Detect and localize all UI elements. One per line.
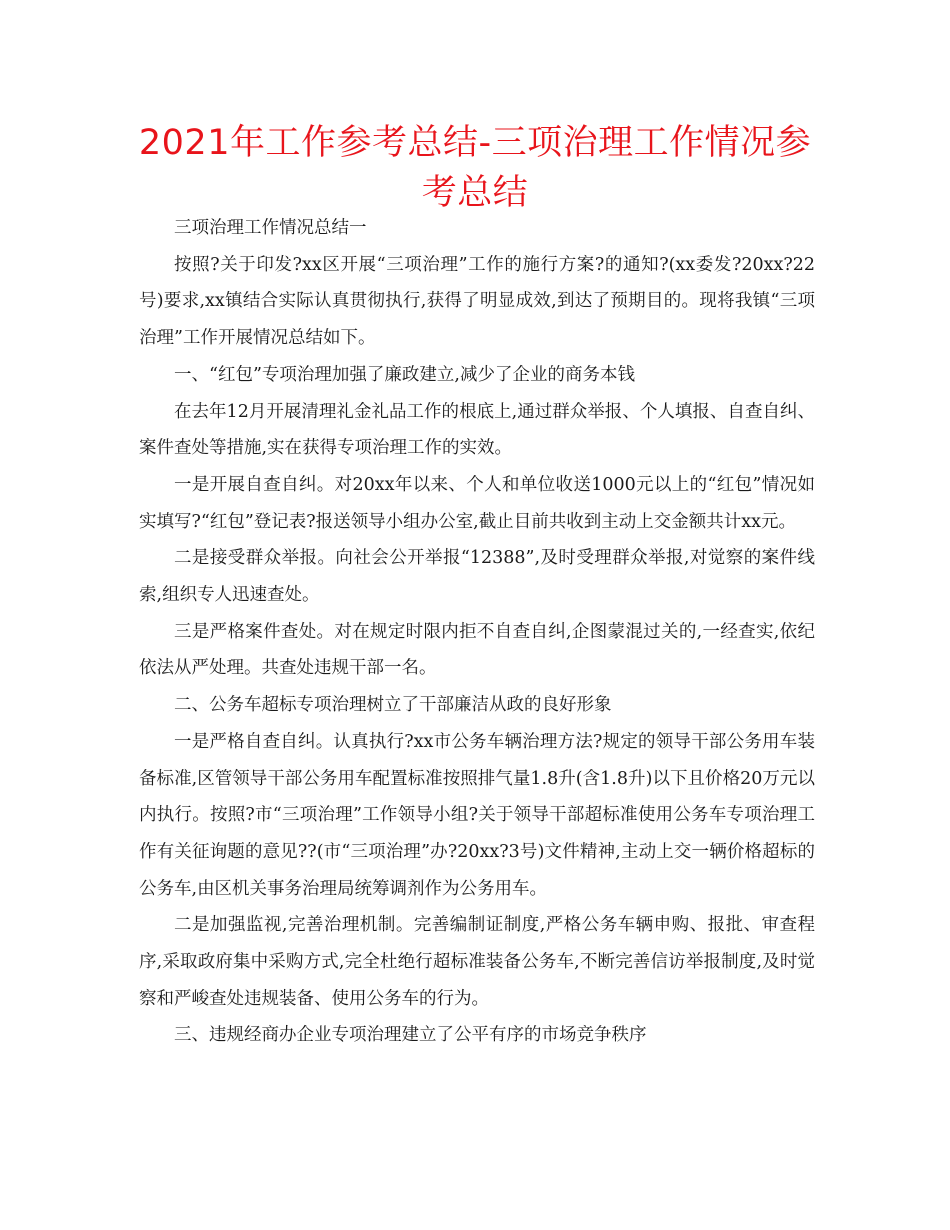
document-body [139,210,815,1054]
document-title: 2021年工作参考总结-三项治理工作情况参考总结 [138,123,812,213]
paragraph: 一是严格自查自纠。认真执行?xx市公务车辆治理方法?规定的领导干部公务用车装备标准,区管领导干部公务用车配置标准按照排气量1.8升(含1.8升)以下且价格20万元以内执行。按照?市“三项治理”工作领导小组?关于领导干部超标准使用公务车专项治理工作有关征询题的意见??(市“三项治理”办?20xx?3号)文件精神,主动上交一辆价格超标的公务车,由区机关事务治理局统筹调剂作为公务用车。 [139,731,815,899]
paragraph: 三项治理工作情况总结一 [174,218,367,238]
paragraph: 二是接受群众举报。向社会公开举报“12388”,及时受理群众举报,对觉察的案件线索,组织专人迅速查处。 [139,548,815,606]
section-heading: 一、“红包”专项治理加强了廉政建立,减少了企业的商务本钱 [174,364,635,385]
paragraph: 二是加强监视,完善治理机制。完善编制证制度,严格公务车辆申购、报批、审查程序,采取政府集中采购方式,完全杜绝行超标准装备公务车,不断完善信访举报制度,及时觉察和严峻查处违规装备、使用公务车的行为。 [139,915,815,1009]
section-heading: 二、公务车超标专项治理树立了干部廉洁从政的良好形象 [174,695,612,716]
paragraph: 一是开展自查自纠。对20xx年以来、个人和单位收送1000元以上的“红包”情况如实填写?“红包”登记表?报送领导小组办公室,截止目前共收到主动上交金额共计xx元。 [139,474,815,532]
paragraph: 在去年12月开展清理礼金礼品工作的根底上,通过群众举报、个人填报、自查自纠、案件查处等措施,实在获得专项治理工作的实效。 [139,401,815,459]
paragraph: 按照?关于印发?xx区开展“三项治理”工作的施行方案?的通知?(xx委发?20xx?22号)要求,xx镇结合实际认真贯彻执行,获得了明显成效,到达了预期目的。现将我镇“三项治理”工作开展情况总结如下。 [139,254,815,349]
section-heading: 三、违规经商办企业专项治理建立了公平有序的市场竞争秩序 [174,1025,647,1046]
paragraph: 三是严格案件查处。对在规定时限内拒不自查自纠,企图蒙混过关的,一经查实,依纪依法从严处理。共查处违规干部一名。 [139,621,815,679]
